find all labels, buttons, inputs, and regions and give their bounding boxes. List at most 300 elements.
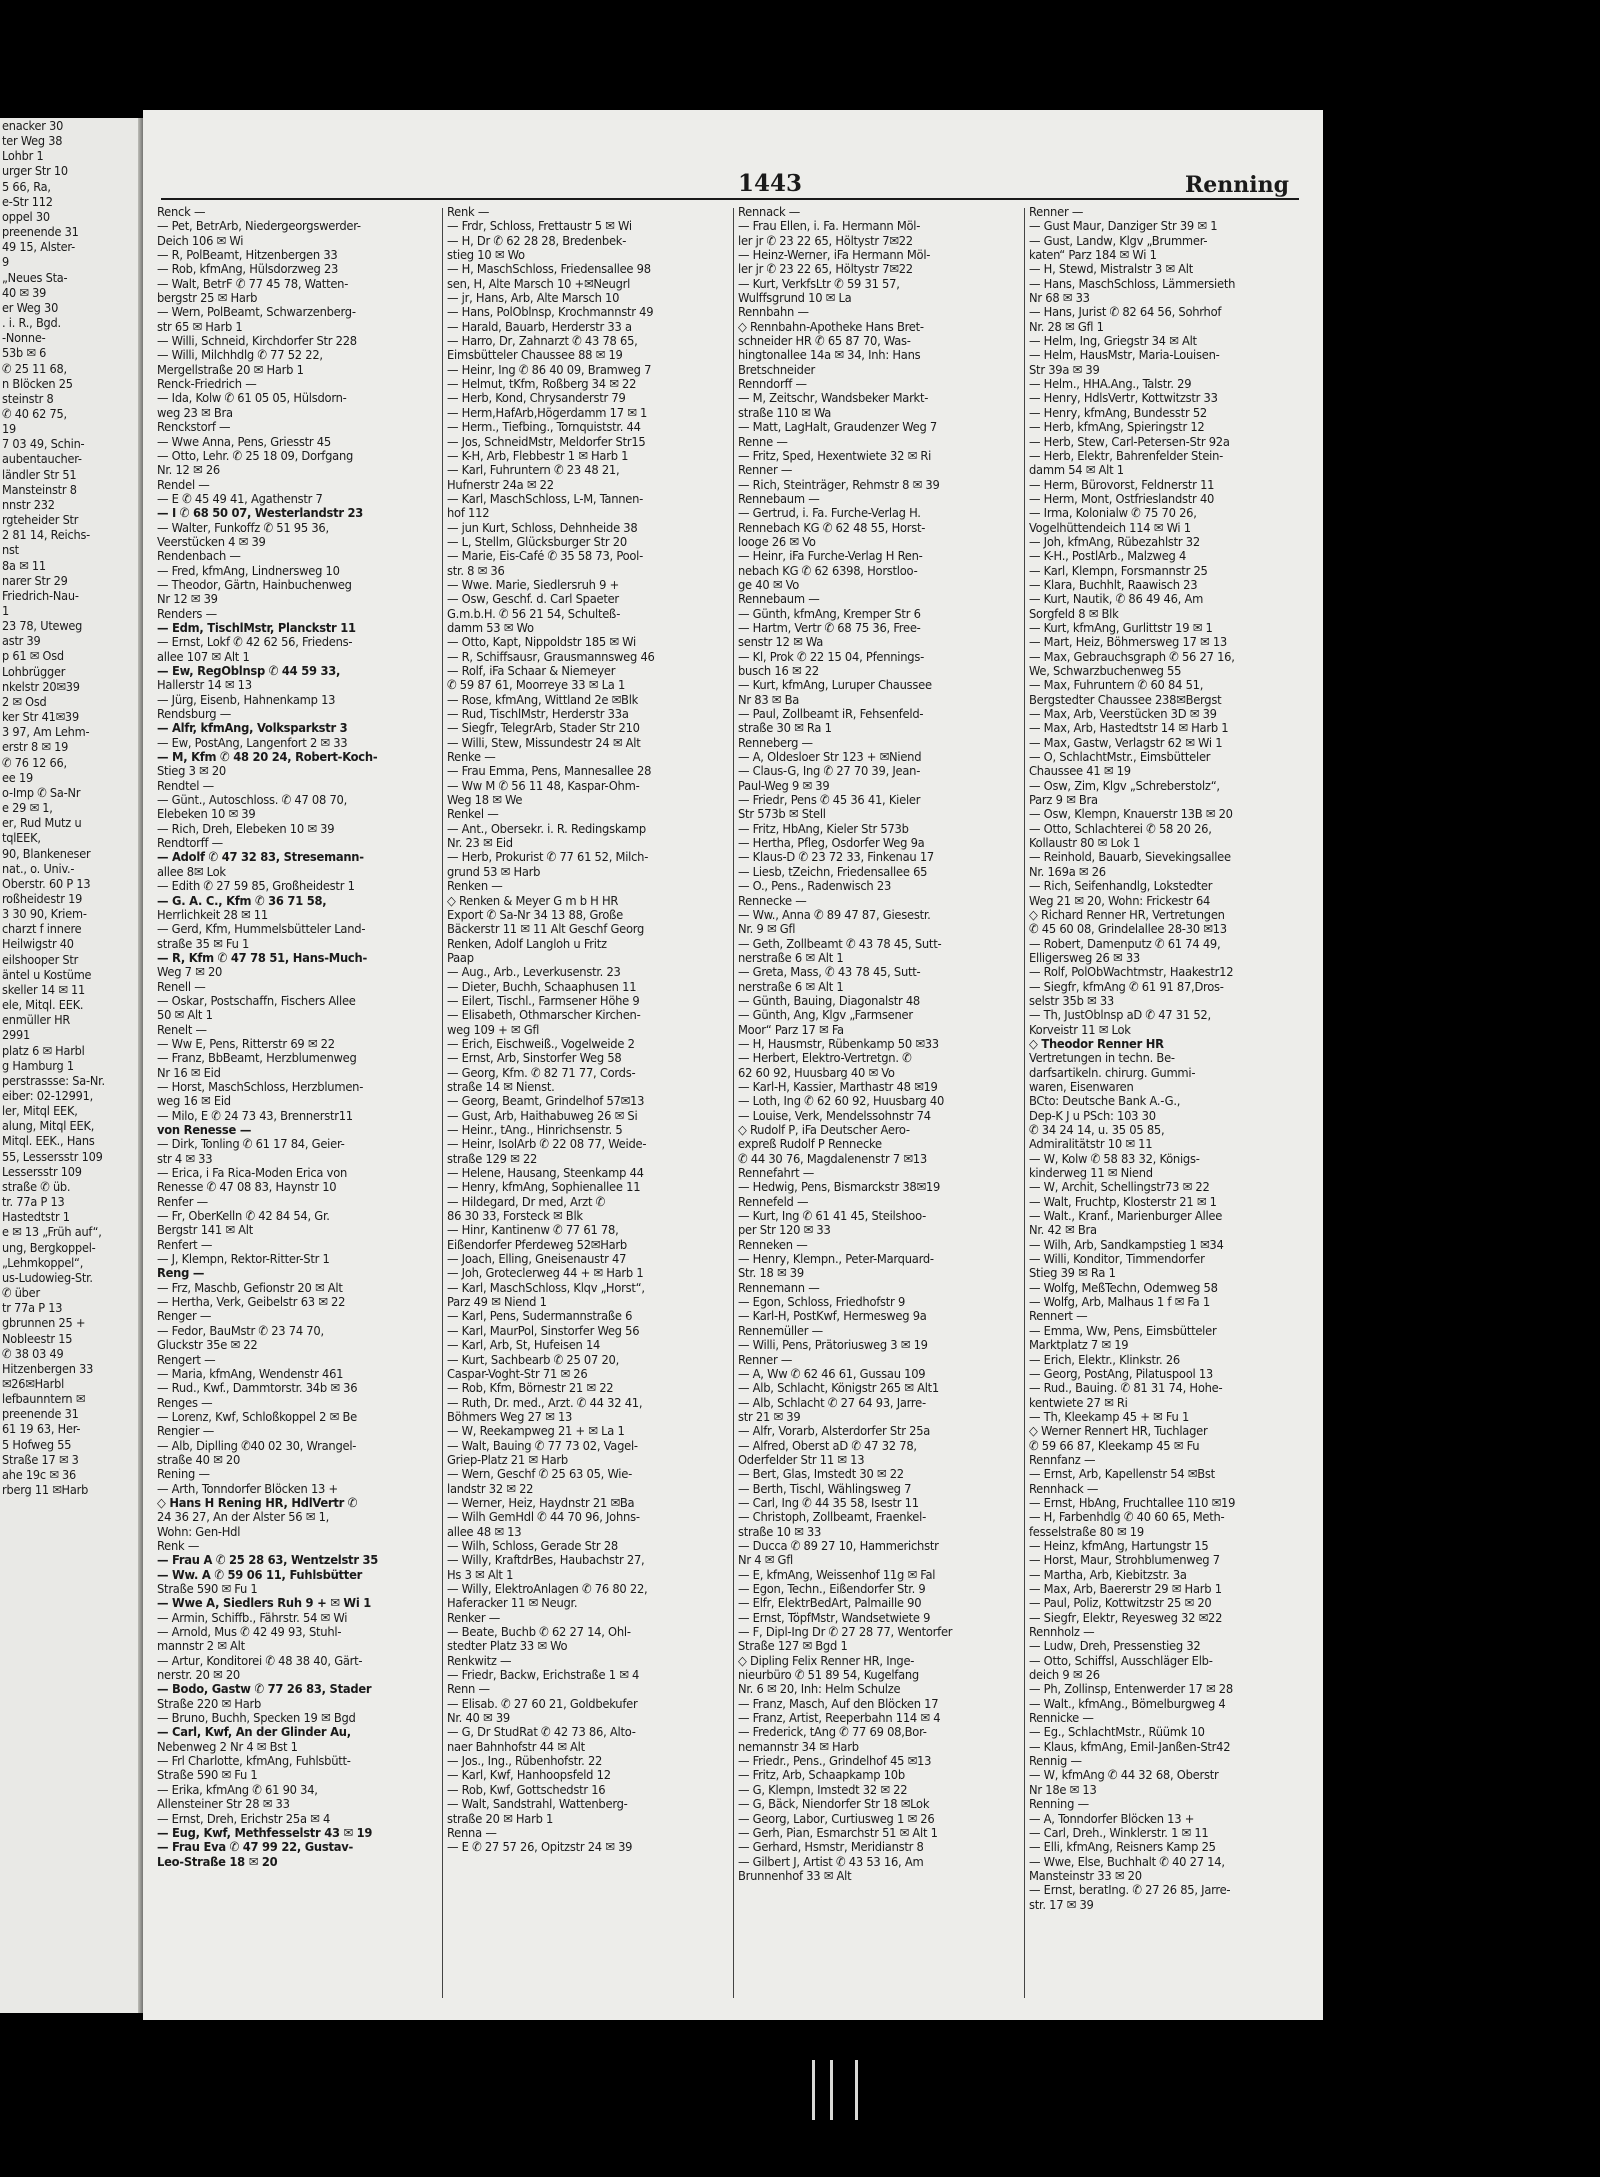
directory-entry-line: Rendel — — [157, 478, 210, 493]
directory-entry-line: — Frau Eva ✆ 47 99 22, Gustav- — [157, 1841, 354, 1856]
facing-page-line: alung, Mitql EEK, — [2, 1118, 95, 1134]
directory-entry-line: ◇ Rennbahn-Apotheke Hans Bret- — [738, 320, 924, 335]
directory-entry-line: allee 48 ✉ 13 — [447, 1525, 522, 1540]
directory-entry-line: — Max, Arb, Veerstücken 3D ✉ 39 — [1029, 708, 1217, 723]
facing-page-line: nat., o. Univ.- — [2, 860, 75, 876]
directory-entry-line: — L, Stellm, Glücksburger Str 20 — [447, 535, 627, 550]
directory-entry-line: — Mart, Heiz, Böhmersweg 17 ✉ 13 — [1029, 636, 1227, 651]
directory-entry-line: — Georg, Beamt, Grindelhof 57✉13 — [447, 1095, 645, 1110]
directory-entry-line: — Ww M ✆ 56 11 48, Kaspar-Ohm- — [447, 779, 640, 794]
directory-entry-line: — Dirk, Tonling ✆ 61 17 84, Geier- — [157, 1138, 345, 1153]
directory-entry-line: — Pet, BetrArb, Niedergeorgswerder- — [157, 220, 361, 235]
directory-entry-line: — M, Zeitschr, Wandsbeker Markt- — [738, 392, 929, 407]
directory-entry-line: — Joh, kfmAng, Rübezahlstr 32 — [1029, 535, 1200, 550]
directory-entry-line: — G. A. C., Kfm ✆ 36 71 58, — [157, 894, 327, 909]
scan-edge-mark — [855, 2060, 858, 2120]
directory-entry-line: — Gertrud, i. Fa. Furche-Verlag H. — [738, 507, 921, 522]
directory-entry-line: ✆ 34 24 14, u. 35 05 85, — [1029, 1124, 1165, 1138]
directory-entry-line: Renndorff — — [738, 378, 807, 393]
directory-entry-line: Renck-Friedrich — — [157, 378, 257, 393]
directory-entry-line: — Paul, Poliz, Kottwitzstr 25 ✉ 20 — [1029, 1597, 1212, 1612]
directory-entry-line: expreß Rudolf P Rennecke — [738, 1138, 882, 1153]
directory-entry-line: — Rolf, iFa Schaar & Niemeyer — [447, 665, 616, 679]
directory-entry-line: Moor“ Parz 17 ✉ Fa — [738, 1023, 844, 1038]
directory-entry-line: — Hildegard, Dr med, Arzt ✆ — [447, 1195, 606, 1210]
directory-entry-line: Rennfanz — — [1029, 1453, 1096, 1468]
directory-entry-line: Rengert — — [157, 1353, 216, 1368]
directory-entry-line: Veerstücken 4 ✉ 39 — [157, 535, 266, 550]
directory-entry-line: Rennebaum — — [738, 492, 820, 507]
directory-entry-line: Straße 127 ✉ Bgd 1 — [738, 1640, 848, 1655]
scan-edge-mark — [812, 2060, 815, 2120]
directory-entry-line: — Günt., Autoschloss. ✆ 47 08 70, — [157, 794, 348, 809]
facing-page-line: n Blöcken 25 — [2, 375, 73, 391]
directory-entry-line: Str. 18 ✉ 39 — [738, 1267, 804, 1282]
directory-entry-line: — Wolfg, MeßTechn, Odemweg 58 — [1029, 1281, 1218, 1296]
directory-entry-line: Rendtorff — — [157, 837, 223, 852]
directory-entry-line: Export ✆ Sa-Nr 34 13 88, Große — [447, 908, 623, 923]
directory-column-1 — [157, 206, 437, 2006]
directory-entry-line: — O, SchlachtMstr., Eimsbütteler — [1029, 751, 1211, 766]
directory-entry-line: — Harald, Bauarb, Herderstr 33 a — [447, 320, 632, 335]
directory-entry-line: Herrlichkeit 28 ✉ 11 — [157, 908, 268, 923]
directory-entry-line: — Louise, Verk, Mendelssohnstr 74 — [738, 1109, 931, 1124]
directory-entry-line: Nr 18e ✉ 13 — [1029, 1783, 1097, 1798]
directory-entry-line: Nebenweg 2 Nr 4 ✉ Bst 1 — [157, 1740, 298, 1755]
facing-page-line: eilshooper Str — [2, 951, 79, 967]
directory-entry-line: — Otto, Schlachterei ✆ 58 20 26, — [1029, 822, 1212, 837]
facing-page-line: 49 15, Alster- — [2, 239, 75, 255]
directory-entry-line: Mansteinstr 33 ✉ 20 — [1029, 1869, 1142, 1884]
directory-entry-line: Hufnerstr 24a ✉ 22 — [447, 478, 554, 493]
directory-entry-line: mannstr 2 ✉ Alt — [157, 1640, 245, 1655]
directory-entry-line: — Rolf, PolObWachtmstr, Haakestr12 — [1029, 966, 1234, 981]
directory-entry-line: Renk — — [157, 1539, 200, 1554]
directory-entry-line: — Rud, TischlMstr, Herderstr 33a — [447, 708, 629, 723]
facing-page-line: Hastedtstr 1 — [2, 1209, 70, 1225]
directory-entry-line: — Rich, Steinträger, Rehmstr 8 ✉ 39 — [738, 478, 940, 493]
directory-entry-line: — H, Dr ✆ 62 28 28, Bredenbek- — [447, 234, 627, 249]
facing-page-line: Mansteinstr 8 — [2, 481, 77, 497]
directory-entry-line: — Siegfr, TelegrArb, Stader Str 210 — [447, 722, 640, 737]
directory-entry-line: Rennecke — — [738, 894, 807, 909]
directory-entry-line: — R, Kfm ✆ 47 78 51, Hans-Much- — [157, 951, 367, 966]
directory-entry-line: — Herb, Prokurist ✆ 77 61 52, Milch- — [447, 851, 649, 866]
directory-entry-line: Renges — — [157, 1396, 213, 1411]
directory-entry-line: — Frau Emma, Pens, Mannesallee 28 — [447, 765, 652, 780]
directory-entry-line: — Armin, Schiffb., Fährstr. 54 ✉ Wi — [157, 1611, 348, 1626]
facing-page-line: Lohbrügger — [2, 663, 66, 679]
directory-entry-line: — Eg., SchlachtMstr., Rüümk 10 — [1029, 1726, 1205, 1741]
directory-entry-line: — E ✆ 27 57 26, Opitzstr 24 ✉ 39 — [447, 1841, 633, 1856]
facing-page-line: eiber: 02-12991, — [2, 1088, 94, 1103]
directory-entry-line: sen, H, Alte Marsch 10 +✉Neugrl — [447, 277, 631, 292]
directory-entry-line: — Heinr, Ing ✆ 86 40 09, Bramweg 7 — [447, 363, 652, 378]
directory-entry-line: nerstr. 20 ✉ 20 — [157, 1669, 240, 1684]
directory-entry-line: — Arnold, Mus ✆ 42 49 93, Stuhl- — [157, 1626, 342, 1641]
directory-entry-line: Nr. 40 ✉ 39 — [447, 1712, 510, 1727]
directory-entry-line: Korveistr 11 ✉ Lok — [1029, 1023, 1131, 1038]
facing-page-line: Straße 17 ✉ 3 — [2, 1451, 79, 1467]
directory-entry-line: — W, Archit, Schellingstr73 ✉ 22 — [1029, 1181, 1210, 1196]
directory-entry-line: Stieg 3 ✉ 20 — [157, 765, 227, 780]
facing-page-line: ler, Mitql EEK, — [2, 1103, 78, 1119]
directory-entry-line: — Martha, Arb, Kiebitzstr. 3a — [1029, 1568, 1187, 1583]
directory-entry-line: Weg 18 ✉ We — [447, 794, 523, 809]
directory-entry-line: — Günth, kfmAng, Kremper Str 6 — [738, 607, 921, 622]
directory-entry-line: — Kurt, Sachbearb ✆ 25 07 20, — [447, 1353, 620, 1368]
directory-entry-line: nebach KG ✆ 62 6398, Horstloo- — [738, 564, 918, 579]
directory-entry-line: selstr 35b ✉ 33 — [1029, 994, 1114, 1009]
directory-entry-line: — Irma, Kolonialw ✆ 75 70 26, — [1029, 507, 1197, 522]
directory-entry-line: — Alb, Diplling ✆40 02 30, Wrangel- — [157, 1439, 357, 1454]
directory-entry-line: — Walt, Bauing ✆ 77 73 02, Vagel- — [447, 1439, 638, 1454]
directory-entry-line: — Carl, Dreh., Winklerstr. 1 ✉ 11 — [1029, 1826, 1209, 1841]
directory-entry-line: Nr 4 ✉ Gfl — [738, 1554, 793, 1569]
facing-page-line: Hitzenbergen 33 — [2, 1360, 94, 1376]
directory-entry-line: Renne — — [738, 435, 788, 450]
directory-entry-line: — Rich, Seifenhandlg, Lokstedter — [1029, 880, 1213, 895]
directory-entry-line: ◇ Richard Renner HR, Vertretungen — [1029, 908, 1225, 923]
directory-entry-line: — Rose, kfmAng, Wittland 2e ✉Blk — [447, 693, 639, 708]
directory-entry-line: — Henry, kfmAng, Bundesstr 52 — [1029, 406, 1207, 421]
directory-entry-line: ge 40 ✉ Vo — [738, 578, 800, 593]
directory-entry-line: G.m.b.H. ✆ 56 21 54, Schulteß- — [447, 607, 621, 622]
directory-entry-line: weg 16 ✉ Eid — [157, 1095, 231, 1110]
directory-entry-line: — Herm., Tiefbing., Tornquiststr. 44 — [447, 421, 641, 436]
directory-entry-line: — Kurt, VerkfsLtr ✆ 59 31 57, — [738, 277, 900, 292]
facing-page-line: Lessersstr 109 — [2, 1163, 82, 1179]
directory-entry-line: str 4 ✉ 33 — [157, 1152, 213, 1167]
directory-entry-line: Weg 7 ✉ 20 — [157, 966, 223, 981]
directory-entry-line: ✆ 45 60 08, Grindelallee 28-30 ✉13 — [1029, 923, 1227, 938]
directory-entry-line: — Maria, kfmAng, Wendenstr 461 — [157, 1367, 344, 1382]
directory-entry-line: straße 35 ✉ Fu 1 — [157, 937, 250, 952]
directory-entry-line: — Rob, Kfm, Börnestr 21 ✉ 22 — [447, 1382, 614, 1397]
directory-entry-line: looge 26 ✉ Vo — [738, 535, 816, 550]
directory-entry-line: We, Schwarzbuchenweg 55 — [1029, 665, 1182, 679]
directory-entry-line: Renfer — — [157, 1195, 208, 1210]
facing-page-fragment — [0, 118, 140, 2013]
directory-entry-line: Bäckerstr 11 ✉ 11 Alt Geschf Georg — [447, 923, 645, 938]
directory-entry-line: Elligersweg 26 ✉ 33 — [1029, 951, 1140, 966]
directory-entry-line: — Ruth, Dr. med., Arzt. ✆ 44 32 41, — [447, 1396, 643, 1411]
facing-page-line: rberg 11 ✉Harb — [2, 1482, 89, 1498]
directory-entry-line: — Ph, Zollinsp, Entenwerder 17 ✉ 28 — [1029, 1683, 1233, 1698]
directory-entry-line: — Wolfg, Arb, Malhaus 1 f ✉ Fa 1 — [1029, 1296, 1210, 1311]
directory-entry-line: — Alb, Schlacht, Königstr 265 ✉ Alt1 — [738, 1382, 939, 1397]
directory-entry-line: — Hinr, Kantinenw ✆ 77 61 78, — [447, 1224, 619, 1239]
directory-entry-line: Deich 106 ✉ Wi — [157, 234, 244, 249]
directory-entry-line: — Georg, Labor, Curtiusweg 1 ✉ 26 — [738, 1812, 935, 1827]
facing-page-line: 2991 — [2, 1027, 31, 1043]
directory-entry-line: 24 36 27, An der Alster 56 ✉ 1, — [157, 1511, 330, 1526]
directory-entry-line: ler jr ✆ 23 22 65, Höltystr 7✉22 — [738, 234, 913, 249]
facing-page-line: 2 81 14, Reichs- — [2, 527, 91, 543]
facing-page-line: er, Rud Mutz u — [2, 815, 82, 831]
directory-entry-line: Bergstr 141 ✉ Alt — [157, 1224, 253, 1239]
directory-entry-line: — Alfred, Oberst aD ✆ 47 32 78, — [738, 1439, 917, 1454]
directory-entry-line: — Joh, Groteclerweg 44 + ✉ Harb 1 — [447, 1267, 644, 1282]
directory-entry-line: Parz 9 ✉ Bra — [1029, 794, 1098, 809]
directory-entry-line: — Rob, Kwf, Gottschedstr 16 — [447, 1783, 606, 1798]
directory-entry-line: Renger — — [157, 1310, 212, 1325]
directory-entry-line: — H, Stewd, Mistralstr 3 ✉ Alt — [1029, 263, 1193, 278]
directory-entry-line: — Oskar, Postschaffn, Fischers Allee — [157, 994, 356, 1009]
directory-entry-line: — Hertha, Pfleg, Osdorfer Weg 9a — [738, 837, 925, 852]
directory-entry-line: — Klara, Buchhlt, Raawisch 23 — [1029, 578, 1198, 593]
facing-page-line: ✆ 25 11 68, — [2, 360, 67, 376]
facing-page-line: astr 39 — [2, 633, 41, 649]
directory-entry-line: — Karl, MaschSchloss, L-M, Tannen- — [447, 492, 644, 507]
directory-entry-line: Rennert — — [1029, 1310, 1088, 1325]
directory-entry-line: Rengier — — [157, 1425, 215, 1440]
directory-entry-line: Rendsburg — — [157, 708, 231, 723]
directory-entry-line: — Rud., Bauing. ✆ 81 31 74, Hohe- — [1029, 1382, 1223, 1397]
directory-entry-line: — Friedr, Backw, Erichstraße 1 ✉ 4 — [447, 1669, 640, 1684]
directory-entry-line: str 21 ✉ 39 — [738, 1410, 801, 1425]
facing-page-line: ahe 19c ✉ 36 — [2, 1466, 77, 1482]
directory-entry-line: Griep-Platz 21 ✉ Harb — [447, 1453, 568, 1468]
directory-entry-line: — Christoph, Zollbeamt, Fraenkel- — [738, 1511, 926, 1526]
directory-entry-line: — G, Klempn, Imstedt 32 ✉ 22 — [738, 1783, 908, 1798]
directory-entry-line: Rennebaum — — [738, 593, 820, 608]
directory-entry-line: — Erich, Elektr., Klinkstr. 26 — [1029, 1353, 1181, 1368]
facing-page-line: ✆ 76 12 66, — [2, 754, 67, 770]
directory-entry-line: Paul-Weg 9 ✉ 39 — [738, 779, 830, 794]
directory-entry-line: hof 112 — [447, 507, 490, 522]
directory-entry-line: Renkwitz — — [447, 1654, 512, 1669]
directory-entry-line: — Marie, Eis-Café ✆ 35 58 73, Pool- — [447, 550, 644, 565]
directory-entry-line: — G, Bäck, Niendorfer Str 18 ✉Lok — [738, 1798, 930, 1813]
directory-entry-line: — Horst, Maur, Strohblumenweg 7 — [1029, 1554, 1220, 1569]
directory-entry-line: — Gerh, Pian, Esmarchstr 51 ✉ Alt 1 — [738, 1826, 938, 1841]
directory-entry-line: Parz 49 ✉ Niend 1 — [447, 1296, 547, 1311]
directory-entry-line: stedter Platz 33 ✉ Wo — [447, 1640, 568, 1655]
directory-entry-line: — A, Ww ✆ 62 46 61, Gussau 109 — [738, 1367, 926, 1382]
directory-entry-line: Str 573b ✉ Stell — [738, 808, 826, 823]
directory-entry-line: — Hertha, Verk, Geibelstr 63 ✉ 22 — [157, 1296, 346, 1311]
directory-entry-line: — Fritz, Arb, Schaapkamp 10b — [738, 1769, 905, 1784]
directory-entry-line: fesselstraße 80 ✉ 19 — [1029, 1525, 1144, 1540]
directory-entry-line: Renning — — [1029, 1798, 1089, 1813]
directory-entry-line: Rennholz — — [1029, 1626, 1095, 1641]
directory-entry-line: hingtonallee 14a ✉ 34, Inh: Hans — [738, 349, 921, 364]
directory-entry-line: — Karl, Pens, Sudermannstraße 6 — [447, 1310, 633, 1325]
directory-entry-line: — Herb, kfmAng, Spieringstr 12 — [1029, 421, 1205, 436]
directory-entry-line: busch 16 ✉ 22 — [738, 665, 819, 679]
directory-entry-line: — Wilh, Schloss, Gerade Str 28 — [447, 1539, 618, 1554]
directory-entry-line: Marktplatz 7 ✉ 19 — [1029, 1339, 1129, 1354]
directory-entry-line: — A, Oldesloer Str 123 + ✉Niend — [738, 751, 922, 766]
facing-page-line: nnstr 232 — [2, 496, 55, 512]
directory-entry-line: Elebeken 10 ✉ 39 — [157, 808, 256, 823]
directory-entry-line: — Hans, MaschSchloss, Lämmersieth — [1029, 277, 1236, 292]
directory-entry-line: — Gust Maur, Danziger Str 39 ✉ 1 — [1029, 220, 1218, 235]
directory-entry-line: 50 ✉ Alt 1 — [157, 1009, 213, 1024]
directory-entry-line: — Alb, Schlacht ✆ 27 64 93, Jarre- — [738, 1396, 926, 1411]
directory-entry-line: — Jürg, Eisenb, Hahnenkamp 13 — [157, 693, 336, 708]
directory-entry-line: ler jr ✆ 23 22 65, Höltystr 7✉22 — [738, 263, 913, 278]
directory-entry-line: — Gerhard, Hsmstr, Meridianstr 8 — [738, 1841, 924, 1856]
directory-entry-line: Eimsbütteler Chaussee 88 ✉ 19 — [447, 349, 623, 364]
directory-entry-line: Renke — — [447, 751, 496, 766]
directory-entry-line: — Frdr, Schloss, Frettaustr 5 ✉ Wi — [447, 220, 632, 235]
directory-entry-line: Rendtel — — [157, 779, 214, 794]
directory-entry-line: Paap — [447, 951, 474, 966]
directory-entry-line: — Wwe, Else, Buchhalt ✆ 40 27 14, — [1029, 1855, 1225, 1870]
directory-entry-line: — Joach, Elling, Gneisenaustr 47 — [447, 1253, 627, 1268]
directory-entry-line: Nr. 169a ✉ 26 — [1029, 865, 1106, 880]
directory-entry-line: — Herm, Mont, Ostfrieslandstr 40 — [1029, 492, 1215, 507]
directory-entry-line: Allensteiner Str 28 ✉ 33 — [157, 1798, 290, 1813]
facing-page-line: 23 78, Uteweg — [2, 618, 83, 634]
facing-page-line: platz 6 ✉ Harbl — [2, 1042, 85, 1058]
directory-entry-line: stieg 10 ✉ Wo — [447, 249, 525, 264]
directory-entry-line: — Henry, Klempn., Peter-Marquard- — [738, 1253, 934, 1268]
directory-entry-line: Renesse ✆ 47 08 83, Haynstr 10 — [157, 1181, 337, 1196]
directory-entry-line: — Ww. A ✆ 59 06 11, Fuhlsbütter — [157, 1568, 363, 1583]
directory-entry-line: — Elisab. ✆ 27 60 21, Goldbekufer — [447, 1697, 638, 1712]
facing-page-line: ✆ über — [2, 1285, 40, 1301]
directory-entry-line: — Klaus-D ✆ 23 72 33, Finkenau 17 — [738, 851, 934, 866]
directory-entry-line: ◇ Dipling Felix Renner HR, Inge- — [738, 1654, 915, 1669]
directory-entry-line: Rennbahn — — [738, 306, 809, 321]
directory-entry-line: — Heinr, IsolArb ✆ 22 08 77, Weide- — [447, 1138, 647, 1153]
directory-column-3 — [738, 206, 1018, 2006]
directory-entry-line: — A, Tonndorfer Blöcken 13 + — [1029, 1812, 1195, 1827]
directory-entry-line: — W, kfmAng ✆ 44 32 68, Oberstr — [1029, 1769, 1219, 1784]
directory-entry-line: — Osw, Geschf. d. Carl Spaeter — [447, 593, 619, 608]
directory-entry-line: Bergstedter Chaussee 238✉Bergst — [1029, 693, 1222, 708]
facing-page-line: 53b ✉ 6 — [2, 345, 47, 361]
directory-entry-line: — Frederick, tAng ✆ 77 69 08,Bor- — [738, 1726, 927, 1741]
directory-entry-line: — Geth, Zollbeamt ✆ 43 78 45, Sutt- — [738, 937, 942, 952]
directory-entry-line: Rennack — — [738, 206, 801, 220]
directory-entry-line: — Karl, Arb, St, Hufeisen 14 — [447, 1339, 601, 1354]
facing-page-line: urger Str 10 — [2, 163, 68, 179]
directory-entry-line: — Karl-H, Kassier, Marthastr 48 ✉19 — [738, 1080, 938, 1095]
directory-entry-line: straße 110 ✉ Wa — [738, 406, 832, 421]
directory-entry-line: — Arth, Tonndorfer Blöcken 13 + — [157, 1482, 338, 1497]
directory-entry-line: — Osw, Klempn, Knauerstr 13B ✉ 20 — [1029, 808, 1233, 823]
facing-page-line: e ✉ 13 „Früh auf“, — [2, 1224, 102, 1240]
directory-entry-line: — Erika, kfmAng ✆ 61 90 34, — [157, 1783, 318, 1798]
directory-entry-line: Renders — — [157, 607, 217, 622]
facing-page-line: tqlEEK, — [2, 830, 41, 846]
directory-entry-line: bergstr 25 ✉ Harb — [157, 292, 258, 307]
directory-entry-line: Nr. 42 ✉ Bra — [1029, 1224, 1097, 1239]
facing-page-line: ee 19 — [2, 769, 33, 785]
directory-entry-line: — K-H., PostlArb., Malzweg 4 — [1029, 550, 1187, 565]
directory-entry-line: — Hartm, Vertr ✆ 68 75 36, Free- — [738, 621, 921, 636]
directory-entry-line: Brunnenhof 33 ✉ Alt — [738, 1869, 852, 1884]
directory-entry-line: — Gerd, Kfm, Hummelsbütteler Land- — [157, 923, 366, 938]
directory-entry-line: naer Bahnhofstr 44 ✉ Alt — [447, 1740, 585, 1755]
facing-page-line: ✆ 40 62 75, — [2, 405, 67, 421]
directory-entry-line: straße 14 ✉ Nienst. — [447, 1080, 555, 1095]
directory-entry-line: — jr, Hans, Arb, Alte Marsch 10 — [447, 292, 620, 307]
directory-entry-line: — Alfr, Vorarb, Alsterdorfer Str 25a — [738, 1425, 931, 1440]
facing-page-line: skeller 14 ✉ 11 — [2, 981, 86, 997]
directory-entry-line: — Beate, Buchb ✆ 62 27 14, Ohl- — [447, 1626, 631, 1641]
directory-entry-line: — Willi, Schneid, Kirchdorfer Str 228 — [157, 335, 357, 350]
directory-entry-line: Weg 21 ✉ 20, Wohn: Frickestr 64 — [1029, 894, 1211, 909]
directory-entry-line: — Elisabeth, Othmarscher Kirchen- — [447, 1009, 641, 1024]
directory-entry-line: — K-H, Arb, Flebbestr 1 ✉ Harb 1 — [447, 449, 629, 464]
directory-entry-line: — jun Kurt, Schloss, Dehnheide 38 — [447, 521, 638, 536]
directory-entry-line: — Franz, Masch, Auf den Blöcken 17 — [738, 1697, 939, 1712]
directory-entry-line: — Frau Ellen, i. Fa. Hermann Möl- — [738, 220, 921, 235]
column-divider — [1024, 208, 1025, 1998]
directory-entry-line: — Ida, Kolw ✆ 61 05 05, Hülsdorn- — [157, 392, 347, 407]
directory-entry-line: — Heinz, kfmAng, Hartungstr 15 — [1029, 1539, 1209, 1554]
facing-page-line: ländler Str 51 — [2, 466, 77, 482]
directory-entry-line: — Aug., Arb., Leverkusenstr. 23 — [447, 966, 621, 981]
directory-entry-line: Nr. 9 ✉ Gfl — [738, 923, 796, 938]
directory-page — [143, 110, 1323, 2020]
directory-entry-line: — Reinhold, Bauarb, Sievekingsallee — [1029, 851, 1231, 866]
directory-entry-line: — Helm., HHA.Ang., Talstr. 29 — [1029, 378, 1192, 393]
directory-entry-line: — Carl, Kwf, An der Glinder Au, — [157, 1726, 351, 1741]
directory-entry-line: — W, Kolw ✆ 58 83 32, Königs- — [1029, 1152, 1200, 1167]
directory-entry-line: 62 60 92, Huusbarg 40 ✉ Vo — [738, 1066, 895, 1081]
directory-entry-line: — Friedr., Pens., Grindelhof 45 ✉13 — [738, 1755, 932, 1770]
directory-entry-line: — Otto, Kapt, Nippoldstr 185 ✉ Wi — [447, 636, 636, 651]
facing-page-line: enacker 30 — [2, 118, 64, 133]
directory-entry-line: 86 30 33, Forsteck ✉ Blk — [447, 1210, 583, 1225]
directory-entry-line: — Erich, Eischweiß., Vogelweide 2 — [447, 1037, 635, 1052]
facing-page-line: roßheidestr 19 — [2, 890, 83, 906]
facing-page-line: ✆ 38 03 49 — [2, 1345, 64, 1361]
directory-entry-line: — Fritz, HbAng, Kieler Str 573b — [738, 822, 909, 837]
directory-entry-line: nerstraße 6 ✉ Alt 1 — [738, 980, 844, 995]
directory-entry-line: — E, kfmAng, Weissenhof 11g ✉ Fal — [738, 1568, 936, 1583]
facing-page-line: preenende 31 — [2, 224, 79, 240]
directory-entry-line: BCto: Deutsche Bank A.-G., — [1029, 1095, 1181, 1110]
facing-page-line: tr 77a P 13 — [2, 1300, 63, 1316]
facing-page-line: narer Str 29 — [2, 572, 68, 588]
directory-entry-line: — Helm, HausMstr, Maria-Louisen- — [1029, 349, 1220, 364]
directory-entry-line: Leo-Straße 18 ✉ 20 — [157, 1855, 278, 1870]
directory-entry-line: Straße 590 ✉ Fu 1 — [157, 1583, 258, 1597]
directory-entry-line: ◇ Renken & Meyer G m b H HR — [447, 894, 619, 909]
directory-entry-line: — Greta, Mass, ✆ 43 78 45, Sutt- — [738, 966, 921, 981]
directory-entry-line: — Heinz-Werner, iFa Hermann Möl- — [738, 249, 931, 264]
directory-entry-line: — Theodor, Gärtn, Hainbuchenweg — [157, 578, 352, 593]
facing-page-line: gbrunnen 25 + — [2, 1315, 86, 1331]
directory-entry-line: schneider HR ✆ 65 87 70, Was- — [738, 335, 911, 350]
facing-page-line: 1 — [2, 603, 10, 618]
directory-entry-line: — Ew, PostAng, Langenfort 2 ✉ 33 — [157, 736, 348, 751]
directory-entry-line: — Gust, Arb, Haithabuweg 26 ✉ Si — [447, 1109, 638, 1124]
directory-entry-line: Renk — — [447, 206, 490, 220]
facing-page-line: 61 19 63, Her- — [2, 1421, 81, 1437]
facing-page-line: e 29 ✉ 1, — [2, 800, 53, 816]
directory-entry-line: ✆ 44 30 76, Magdalenenstr 7 ✉13 — [738, 1152, 927, 1167]
facing-page-line: 7 03 49, Schin- — [2, 436, 85, 452]
facing-page-line: 5 66, Ra, — [2, 178, 51, 194]
directory-entry-line: — R, Schiffsausr, Grausmannsweg 46 — [447, 650, 655, 665]
facing-page-line: er Weg 30 — [2, 299, 59, 315]
directory-entry-line: straße 129 ✉ 22 — [447, 1152, 538, 1167]
facing-page-line: ✉26✉Harbl — [2, 1375, 65, 1391]
facing-page-line: 40 ✉ 39 — [2, 284, 47, 300]
directory-entry-line: — Heinr., tAng., Hinrichsenstr. 5 — [447, 1124, 623, 1138]
facing-page-line: e-Str 112 — [2, 193, 53, 209]
directory-entry-line: — Ww E, Pens, Ritterstr 69 ✉ 22 — [157, 1037, 335, 1052]
directory-entry-line: — Frl Charlotte, kfmAng, Fuhlsbütt- — [157, 1755, 351, 1770]
